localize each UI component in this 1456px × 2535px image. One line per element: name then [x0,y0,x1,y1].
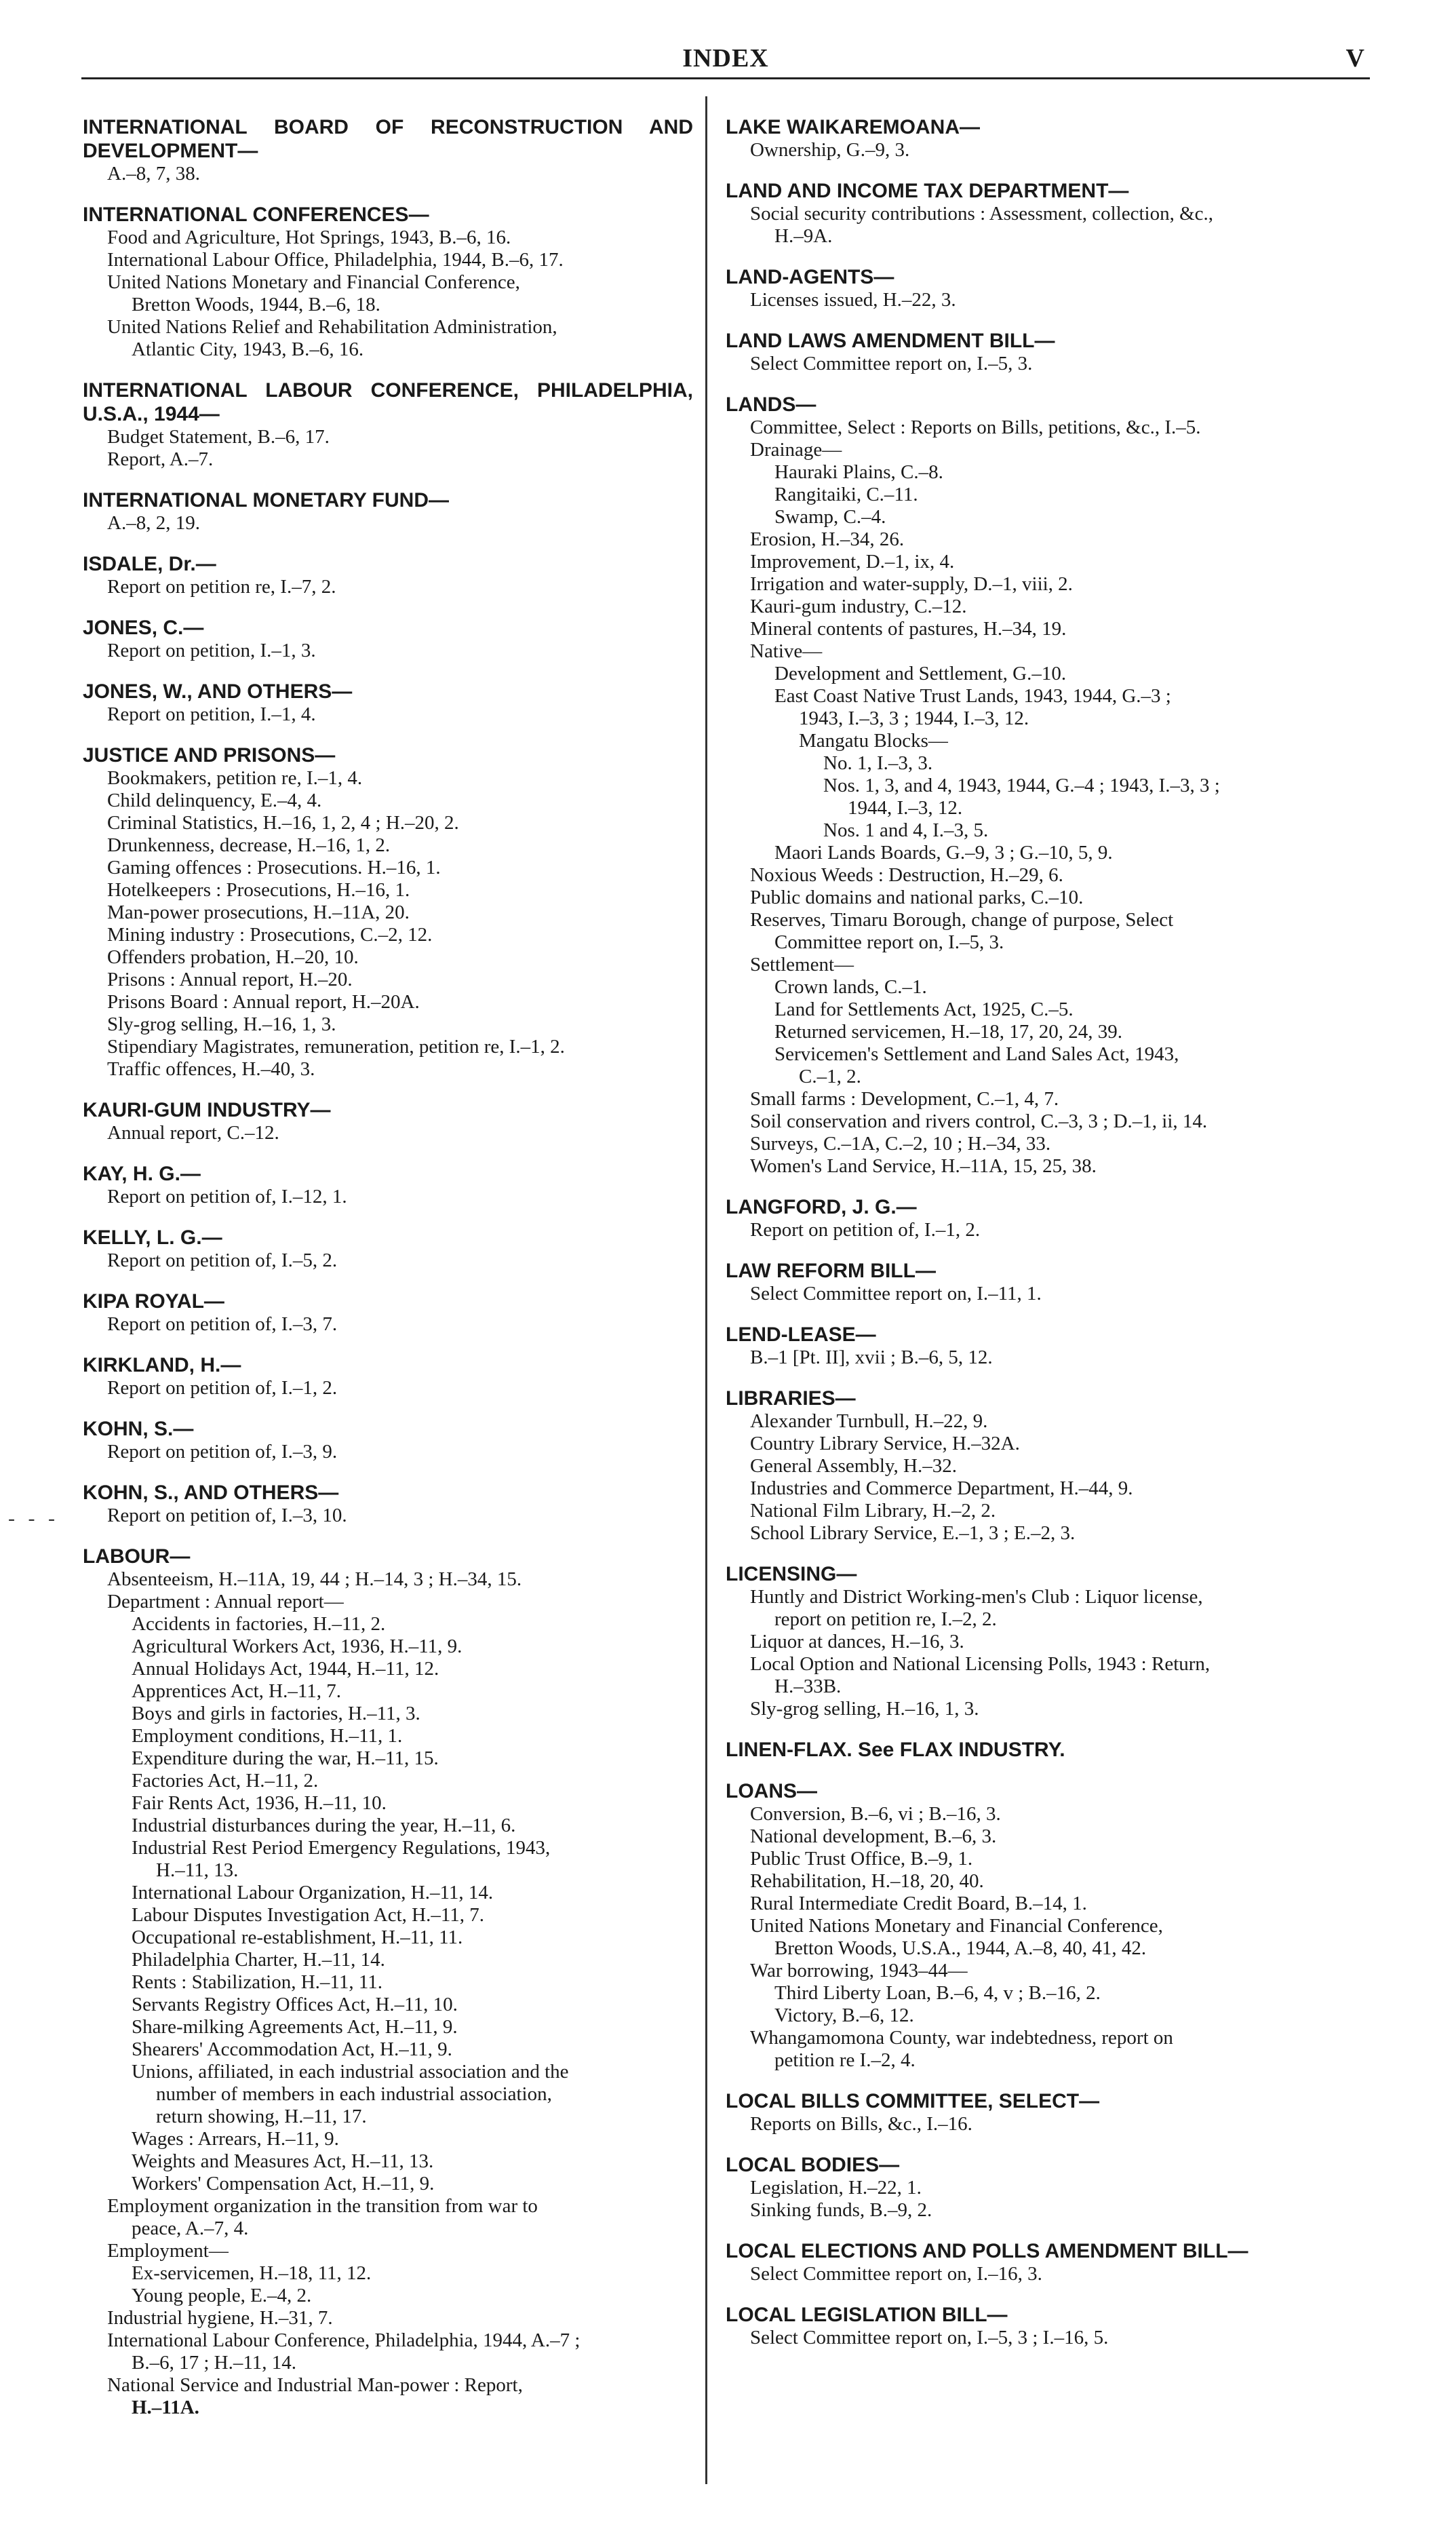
index-entry [726,2089,1344,2135]
entry-line: Swamp, C.–4. [774,506,886,528]
entry-line: Report on petition of, I.–1, 2. [107,1377,338,1399]
index-entry [726,1323,1344,1369]
entry-line: H.–11A. [132,2397,199,2418]
entry-line: Report on petition of, I.–5, 2. [107,1250,338,1271]
index-entry [726,179,1344,248]
entry-line: Budget Statement, B.–6, 17. [107,426,330,448]
entry-line: Report on petition of, I.–12, 1. [107,1186,347,1207]
entry-line: return showing, H.–11, 17. [156,2106,367,2127]
entry-heading: JUSTICE AND PRISONS— [83,744,336,767]
entry-line: Huntly and District Working-men's Club : Liquor license, [750,1586,1203,1608]
index-column-left [83,115,693,2437]
entry-heading: ISDALE, Dr.— [83,553,216,575]
entry-line: 1944, I.–3, 12. [848,797,963,819]
entry-line: Report on petition of, I.–3, 7. [107,1313,338,1335]
index-entry [83,379,693,471]
entry-line: Select Committee report on, I.–5, 3. [750,353,1033,374]
entry-line: H.–11, 13. [156,1859,239,1881]
entry-line: peace, A.–7, 4. [132,2218,249,2239]
entry-line: Surveys, C.–1A, C.–2, 10 ; H.–34, 33. [750,1133,1051,1155]
entry-line: Ownership, G.–9, 3. [750,139,910,161]
entry-line: Factories Act, H.–11, 2. [132,1770,319,1792]
index-entry [726,115,1344,161]
entry-line: East Coast Native Trust Lands, 1943, 1944, G.–3 ; [774,685,1171,707]
index-entry [83,1162,693,1208]
entry-heading: KOHN, S., AND OTHERS— [83,1482,339,1504]
index-entry [726,1779,1344,2072]
entry-heading: INTERNATIONAL MONETARY FUND— [83,489,449,511]
entry-line: Whangamomona County, war indebtedness, report on [750,2027,1173,2049]
entry-line: Report on petition re, I.–7, 2. [107,576,336,598]
entry-line: Industries and Commerce Department, H.–44, 9. [750,1477,1133,1499]
entry-line: Rents : Stabilization, H.–11, 11. [132,1971,382,1993]
entry-line: Industrial hygiene, H.–31, 7. [107,2307,333,2329]
index-entry [83,616,693,662]
index-entry [726,1387,1344,1545]
entry-line: International Labour Organization, H.–11, 14. [132,1882,494,1903]
entry-line: Rural Intermediate Credit Board, B.–14, 1. [750,1893,1087,1914]
entry-line: Prisons : Annual report, H.–20. [107,969,353,990]
entry-line: United Nations Relief and Rehabilitation Administration, [107,316,557,338]
entry-line: number of members in each industrial association, [156,2083,552,2105]
entry-line: Shearers' Accommodation Act, H.–11, 9. [132,2038,452,2060]
entry-line: Report on petition, I.–1, 4. [107,703,316,725]
entry-line: Mangatu Blocks— [799,730,948,752]
entry-line: petition re I.–2, 4. [774,2049,916,2071]
entry-line: Public domains and national parks, C.–10. [750,887,1084,908]
entry-heading: LOCAL BODIES— [726,2154,900,2176]
entry-line: C.–1, 2. [799,1066,861,1087]
entry-line: Philadelphia Charter, H.–11, 14. [132,1949,385,1971]
entry-line: Land for Settlements Act, 1925, C.–5. [774,999,1074,1020]
entry-line: Unions, affiliated, in each industrial association and the [132,2061,569,2083]
page-number: V [1345,44,1364,73]
entry-heading: INTERNATIONAL LABOUR CONFERENCE, PHILADELPHIA, U.S.A., 1944— [83,379,693,425]
entry-line: Ex-servicemen, H.–18, 11, 12. [132,2262,372,2284]
entry-line: Gaming offences : Prosecutions. H.–16, 1. [107,857,441,878]
entry-line: Sly-grog selling, H.–16, 1, 3. [750,1698,979,1720]
entry-heading: LAKE WAIKAREMOANA— [726,116,980,138]
entry-line: A.–8, 2, 19. [107,512,200,534]
entry-line: International Labour Office, Philadelphia, 1944, B.–6, 17. [107,249,564,271]
entry-line: Drunkenness, decrease, H.–16, 1, 2. [107,834,391,856]
entry-line: Public Trust Office, B.–9, 1. [750,1848,973,1870]
entry-line: report on petition re, I.–2, 2. [774,1608,997,1630]
index-entry [726,1562,1344,1720]
entry-line: Maori Lands Boards, G.–9, 3 ; G.–10, 5, 9. [774,842,1113,864]
entry-line: Servicemen's Settlement and Land Sales Act, 1943, [774,1043,1179,1065]
entry-line: Report on petition of, I.–3, 10. [107,1505,347,1526]
entry-heading: LAW REFORM BILL— [726,1260,936,1282]
entry-line: Young people, E.–4, 2. [132,2285,312,2306]
index-entry [83,203,693,361]
entry-line: Servants Registry Offices Act, H.–11, 10. [132,1994,458,2015]
index-entry [726,393,1344,1178]
entry-line: Mineral contents of pastures, H.–34, 19. [750,618,1067,640]
entry-line: Workers' Compensation Act, H.–11, 9. [132,2173,435,2194]
entry-line: Fair Rents Act, 1936, H.–11, 10. [132,1792,387,1814]
entry-line: Select Committee report on, I.–11, 1. [750,1283,1042,1304]
index-entry [83,488,693,535]
entry-line: Small farms : Development, C.–1, 4, 7. [750,1088,1059,1110]
entry-line: B.–6, 17 ; H.–11, 14. [132,2352,297,2374]
entry-line: Country Library Service, H.–32A. [750,1433,1020,1454]
entry-line: International Labour Conference, Philadelphia, 1944, A.–7 ; [107,2329,581,2351]
entry-line: National Service and Industrial Man-power : Report, [107,2374,523,2396]
entry-line: Sinking funds, B.–9, 2. [750,2199,932,2221]
entry-line: National development, B.–6, 3. [750,1825,997,1847]
index-entry [726,1259,1344,1305]
entry-line: Agricultural Workers Act, 1936, H.–11, 9. [132,1636,463,1657]
entry-line: B.–1 [Pt. II], xvii ; B.–6, 5, 12. [750,1347,993,1368]
entry-line: Report, A.–7. [107,448,214,470]
entry-line: Mining industry : Prosecutions, C.–2, 12. [107,924,433,946]
index-entry [726,2153,1344,2222]
index-entry [83,1545,693,2419]
entry-line: Stipendiary Magistrates, remuneration, petition re, I.–1, 2. [107,1036,565,1058]
entry-line: Report on petition of, I.–3, 9. [107,1441,338,1463]
entry-line: Employment— [107,2240,229,2262]
index-entry [726,2239,1344,2285]
entry-line: Occupational re-establishment, H.–11, 11. [132,1927,463,1948]
entry-line: Employment conditions, H.–11, 1. [132,1725,403,1747]
entry-heading: LINEN-FLAX. See FLAX INDUSTRY. [726,1739,1065,1761]
entry-heading: INTERNATIONAL CONFERENCES— [83,204,429,226]
entry-line: Women's Land Service, H.–11A, 15, 25, 38. [750,1155,1097,1177]
entry-heading: KAURI-GUM INDUSTRY— [83,1099,331,1121]
entry-heading: KELLY, L. G.— [83,1226,222,1249]
page-title: INDEX [682,44,769,73]
entry-heading: KIPA ROYAL— [83,1290,224,1313]
entry-line: Industrial disturbances during the year, H.–11, 6. [132,1815,516,1836]
entry-line: Prisons Board : Annual report, H.–20A. [107,991,420,1013]
entry-line: Annual report, C.–12. [107,1122,279,1144]
index-entry [83,1353,693,1399]
entry-line: Report on petition, I.–1, 3. [107,640,316,661]
entry-line: Alexander Turnbull, H.–22, 9. [750,1410,988,1432]
entry-heading: LAND LAWS AMENDMENT BILL— [726,330,1055,352]
index-entry [83,552,693,598]
entry-line: Settlement— [750,954,854,975]
entry-line: United Nations Monetary and Financial Conference, [750,1915,1163,1937]
index-entry [726,2303,1344,2349]
entry-heading: KIRKLAND, H.— [83,1354,241,1376]
entry-heading: JONES, C.— [83,617,204,639]
entry-line: Nos. 1 and 4, I.–3, 5. [823,819,989,841]
entry-line: Soil conservation and rivers control, C.–3, 3 ; D.–1, ii, 14. [750,1110,1208,1132]
entry-line: Conversion, B.–6, vi ; B.–16, 3. [750,1803,1001,1825]
index-entry [726,1738,1344,1762]
entry-line: Atlantic City, 1943, B.–6, 16. [132,338,364,360]
entry-line: Report on petition of, I.–1, 2. [750,1219,981,1241]
entry-line: 1943, I.–3, 3 ; 1944, I.–3, 12. [799,708,1029,729]
entry-line: Reserves, Timaru Borough, change of purpose, Select [750,909,1174,931]
entry-line: Committee report on, I.–5, 3. [774,931,1004,953]
column-divider [705,96,707,2484]
entry-line: Development and Settlement, G.–10. [774,663,1067,684]
entry-heading: LEND-LEASE— [726,1323,876,1346]
margin-mark: - - - [8,1507,59,1530]
entry-line: Local Option and National Licensing Polls, 1943 : Return, [750,1653,1211,1675]
entry-line: Noxious Weeds : Destruction, H.–29, 6. [750,864,1063,886]
entry-heading: LIBRARIES— [726,1387,856,1410]
entry-line: Hauraki Plains, C.–8. [774,461,943,483]
entry-heading: LOCAL BILLS COMMITTEE, SELECT— [726,2090,1100,2112]
entry-heading: KAY, H. G.— [83,1163,201,1185]
entry-line: Rehabilitation, H.–18, 20, 40. [750,1870,984,1892]
entry-line: Irrigation and water-supply, D.–1, viii, 2. [750,573,1073,595]
entry-line: Returned servicemen, H.–18, 17, 20, 24, 39. [774,1021,1123,1043]
entry-line: Criminal Statistics, H.–16, 1, 2, 4 ; H.–20, 2. [107,812,459,834]
index-entry [83,1417,693,1463]
entry-line: Improvement, D.–1, ix, 4. [750,551,955,573]
entry-line: Weights and Measures Act, H.–11, 13. [132,2150,434,2172]
entry-line: United Nations Monetary and Financial Conference, [107,271,520,293]
index-entry [83,1290,693,1336]
entry-line: Traffic offences, H.–40, 3. [107,1058,315,1080]
entry-line: Social security contributions : Assessment, collection, &c., [750,203,1214,225]
entry-heading: LOCAL ELECTIONS AND POLLS AMENDMENT BILL— [726,2240,1248,2262]
entry-line: Licenses issued, H.–22, 3. [750,289,956,311]
entry-heading: INTERNATIONAL BOARD OF RECONSTRUCTION AND DEVELOPMENT— [83,116,693,162]
index-entry [83,743,693,1081]
entry-line: H.–33B. [774,1676,842,1697]
entry-heading: LABOUR— [83,1545,191,1568]
entry-line: Reports on Bills, &c., I.–16. [750,2113,972,2135]
index-entry [83,1098,693,1144]
entry-heading: LOANS— [726,1780,817,1802]
index-entry [726,329,1344,375]
entry-line: Boys and girls in factories, H.–11, 3. [132,1703,420,1724]
entry-line: Sly-grog selling, H.–16, 1, 3. [107,1013,336,1035]
entry-line: National Film Library, H.–2, 2. [750,1500,996,1522]
entry-line: Bookmakers, petition re, I.–1, 4. [107,767,363,789]
entry-heading: LAND-AGENTS— [726,266,894,288]
entry-heading: LOCAL LEGISLATION BILL— [726,2304,1008,2326]
entry-line: Apprentices Act, H.–11, 7. [132,1680,342,1702]
page-header [81,39,1370,80]
index-entry [726,265,1344,311]
entry-heading: KOHN, S.— [83,1418,194,1440]
entry-line: Labour Disputes Investigation Act, H.–11, 7. [132,1904,485,1926]
entry-line: Bretton Woods, U.S.A., 1944, A.–8, 40, 41, 42. [774,1937,1147,1959]
entry-line: School Library Service, E.–1, 3 ; E.–2, 3. [750,1522,1076,1544]
entry-line: Select Committee report on, I.–16, 3. [750,2263,1042,2285]
entry-line: Accidents in factories, H.–11, 2. [132,1613,386,1635]
entry-line: Absenteeism, H.–11A, 19, 44 ; H.–14, 3 ; H.–34, 15. [107,1568,522,1590]
entry-line: General Assembly, H.–32. [750,1455,957,1477]
entry-line: Crown lands, C.–1. [774,976,927,998]
index-entry [83,680,693,726]
entry-line: Erosion, H.–34, 26. [750,528,905,550]
entry-line: Third Liberty Loan, B.–6, 4, v ; B.–16, 2. [774,1982,1101,2004]
index-entry [83,1226,693,1272]
entry-line: Drainage— [750,439,842,461]
entry-line: Man-power prosecutions, H.–11A, 20. [107,902,410,923]
entry-heading: LANGFORD, J. G.— [726,1196,917,1218]
index-entry [83,115,693,185]
index-entry [83,1481,693,1527]
index-entry [726,1195,1344,1241]
entry-line: Share-milking Agreements Act, H.–11, 9. [132,2016,458,2038]
entry-line: War borrowing, 1943–44— [750,1960,968,1981]
entry-line: Bretton Woods, 1944, B.–6, 18. [132,294,380,315]
entry-line: Department : Annual report— [107,1591,344,1612]
entry-line: Select Committee report on, I.–5, 3 ; I.–16, 5. [750,2327,1109,2348]
entry-line: Employment organization in the transition from war to [107,2195,538,2217]
entry-line: No. 1, I.–3, 3. [823,752,933,774]
index-column-right [726,115,1344,2367]
entry-line: Child delinquency, E.–4, 4. [107,790,322,811]
entry-line: Rangitaiki, C.–11. [774,484,918,505]
entry-line: Expenditure during the war, H.–11, 15. [132,1747,439,1769]
entry-line: Kauri-gum industry, C.–12. [750,596,967,617]
entry-line: Nos. 1, 3, and 4, 1943, 1944, G.–4 ; 1943, I.–3, 3 ; [823,775,1220,796]
entry-line: Annual Holidays Act, 1944, H.–11, 12. [132,1658,439,1680]
entry-line: A.–8, 7, 38. [107,163,200,185]
entry-heading: LICENSING— [726,1563,857,1585]
entry-line: Native— [750,640,823,662]
entry-line: Legislation, H.–22, 1. [750,2177,922,2199]
entry-line: Industrial Rest Period Emergency Regulations, 1943, [132,1837,551,1859]
entry-line: Wages : Arrears, H.–11, 9. [132,2128,339,2150]
entry-heading: LAND AND INCOME TAX DEPARTMENT— [726,180,1129,202]
entry-line: H.–9A. [774,225,833,247]
entry-heading: LANDS— [726,393,816,416]
entry-line: Committee, Select : Reports on Bills, petitions, &c., I.–5. [750,417,1201,438]
entry-line: Food and Agriculture, Hot Springs, 1943, B.–6, 16. [107,227,511,248]
entry-heading: JONES, W., AND OTHERS— [83,680,353,703]
entry-line: Hotelkeepers : Prosecutions, H.–16, 1. [107,879,410,901]
entry-line: Victory, B.–6, 12. [774,2005,914,2026]
header-rule [81,77,1370,79]
entry-line: Liquor at dances, H.–16, 3. [750,1631,964,1652]
entry-line: Offenders probation, H.–20, 10. [107,946,359,968]
